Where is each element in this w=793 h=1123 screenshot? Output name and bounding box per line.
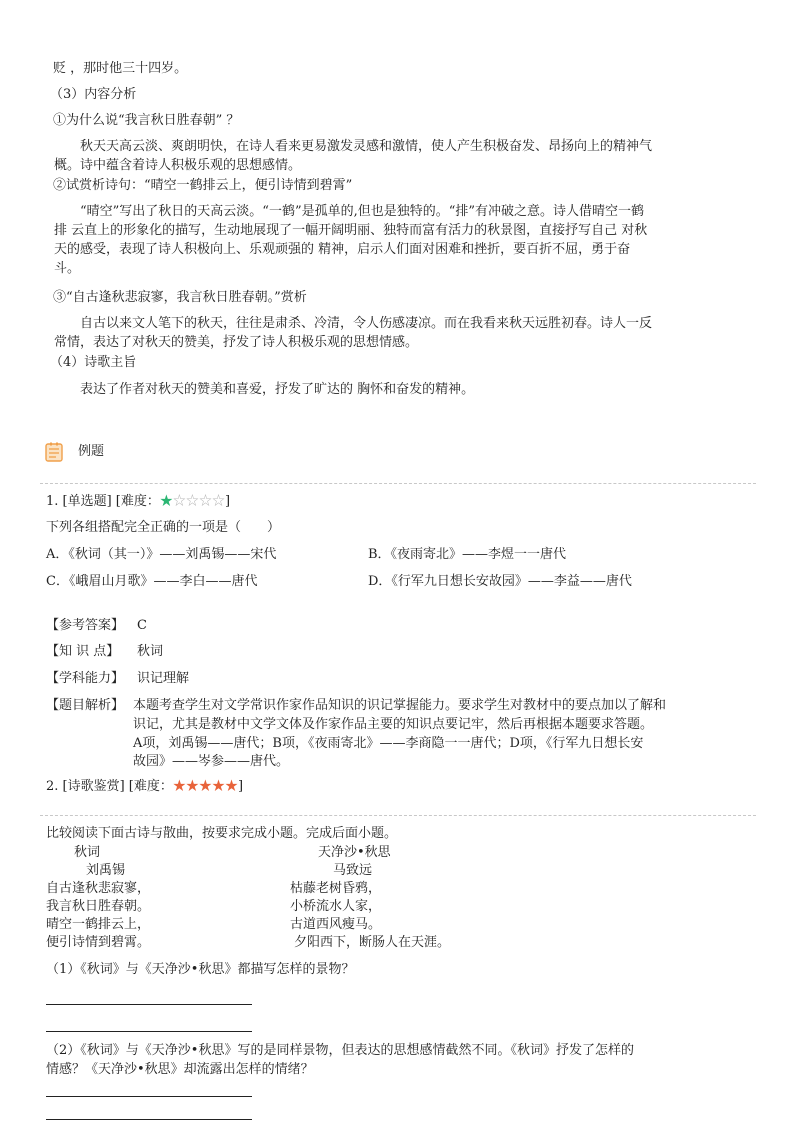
poem1-line: 便引诗情到碧霄。 (46, 935, 151, 950)
q2-analysis-body-2: 排 云直上的形象化的描写，生动地展现了一幅开阔明丽、独特而富有活力的秋景图，直接抒写自己 对秋 (54, 223, 648, 238)
answer-blank-line[interactable] (46, 1119, 252, 1120)
q2-header-suffix: ] (237, 779, 244, 794)
poem1-line: 我言秋日胜春朝。 (46, 899, 151, 914)
q2-instruction: 比较阅读下面古诗与散曲，按要求完成小题。完成后面小题。 (46, 826, 398, 841)
q1-option-d: D．《行军九日想长安故园》——李益——唐代 (368, 574, 632, 589)
q1-option-c: C．《峨眉山月歌》——李白——唐代 (46, 574, 258, 589)
q1-analysis-body-1: 秋天天高云淡、爽朗明快，在诗人看来更易激发灵感和激情，使人产生积极奋发、昂扬向上的精神气 (80, 139, 653, 154)
analysis-line-1: 本题考查学生对文学常识作家作品知识的识记掌握能力。要求学生对教材中的要点加以了解和 (133, 698, 667, 713)
star-filled-icon: ★ (185, 779, 199, 794)
q1-header-prefix: 1. [单选题] [难度： (46, 494, 160, 509)
q3-analysis-body-1: 自古以来文人笔下的秋天，往往是肃杀、冷清，令人伤感凄凉。而在我看来秋天远胜初春。诗人一反 (80, 316, 653, 331)
q1-analysis-body-2: 概。诗中蕴含着诗人积极乐观的思想感情。 (54, 158, 302, 173)
examples-heading: 例题 (78, 444, 105, 459)
section3-title: （3）内容分析 (50, 87, 137, 102)
q2-header (46, 778, 243, 796)
difficulty-rating (173, 779, 238, 794)
answer-blank-line[interactable] (46, 1004, 252, 1005)
poem1-line: 自古逢秋悲寂寥， (46, 881, 151, 896)
intro-line-top: 贬 ，那时他三十四岁。 (53, 61, 188, 76)
analysis-label: 【题目解析】 (46, 698, 125, 713)
star-empty-icon: ☆ (172, 494, 186, 509)
analysis-line-3: A项，刘禹锡——唐代；B项，《夜雨寄北》——李商隐一一唐代；D项，《行军九日想长安 (133, 736, 644, 751)
section4-body: 表达了作者对秋天的赞美和喜爱，抒发了旷达的 胸怀和奋发的精神。 (80, 382, 475, 397)
q2-analysis-body-3: 天的感受，表现了诗人积极向上、乐观顽强的 精神，启示人们面对困难和挫折，要百折不屈，勇于奋 (54, 242, 631, 257)
answer-value: C (137, 618, 147, 633)
section4-title: （4）诗歌主旨 (50, 355, 137, 370)
q3-analysis-body-2: 常情，表达了对秋天的赞美，抒发了诗人积极乐观的思想情感。 (54, 335, 419, 350)
divider (40, 815, 756, 816)
star-empty-icon: ☆ (185, 494, 199, 509)
star-filled-icon: ★ (224, 779, 238, 794)
star-empty-icon: ☆ (198, 494, 212, 509)
knowledge-label: 【知 识 点】 (46, 644, 120, 659)
star-filled-icon: ★ (159, 494, 173, 509)
poem1-line: 晴空一鹤排云上， (46, 917, 151, 932)
analysis-line-4: 故园》——岑参——唐代。 (133, 754, 290, 769)
star-empty-icon: ☆ (211, 494, 225, 509)
poem2-line: 古道西风瘦马。 (290, 917, 382, 932)
poem2-author: 马致远 (333, 863, 373, 878)
poem2-title: 天净沙•秋思 (318, 845, 391, 860)
star-filled-icon: ★ (198, 779, 212, 794)
poem2-line: 夕阳西下，断肠人在天涯。 (294, 935, 451, 950)
q1-analysis-title: ①为什么说“我言秋日胜春朝” ？ (53, 113, 240, 128)
q2-analysis-body-1: “晴空”写出了秋日的天高云淡。“一鹤”是孤单的,但也是独特的。“排”有冲破之意。诗人借晴空一鹤 (80, 204, 645, 219)
q1-option-b: B．《夜雨寄北》——李煜一一唐代 (368, 547, 567, 562)
knowledge-value: 秋词 (137, 644, 164, 659)
q1-option-a: A．《秋词（其一）》——刘禹锡——宋代 (46, 547, 277, 562)
answer-blank-line[interactable] (46, 1096, 252, 1097)
sub-question-2-line-1: （2）《秋词》与《天净沙•秋思》写的是同样景物，但表达的思想感情截然不同。《秋词》抒发了怎样的 (46, 1043, 634, 1058)
poem1-author: 刘禹锡 (86, 863, 126, 878)
difficulty-rating (160, 494, 225, 509)
answer-label: 【参考答案】 (46, 618, 125, 633)
q1-stem: 下列各组搭配完全正确的一项是（ ） (46, 520, 281, 535)
star-filled-icon: ★ (172, 779, 186, 794)
q1-header-suffix: ] (224, 494, 231, 509)
ability-value: 识记理解 (137, 671, 190, 686)
answer-blank-line[interactable] (46, 1031, 252, 1032)
q2-analysis-body-4: 斗。 (54, 261, 81, 276)
ability-label: 【学科能力】 (46, 671, 125, 686)
analysis-line-2: 识记，尤其是教材中文学文体及作家作品主要的知识点要记牢，然后再根据本题要求答题。 (133, 717, 654, 732)
q2-analysis-title: ②试赏析诗句：“晴空一鹤排云上，便引诗情到碧霄” (53, 178, 353, 193)
sub-question-2-line-2: 情感？《天净沙•秋思》却流露出怎样的情绪？ (46, 1062, 314, 1077)
poem1-title: 秋词 (74, 845, 101, 860)
q2-header-prefix: 2. [诗歌鉴赏] [难度： (46, 779, 173, 794)
divider (40, 483, 756, 484)
sub-question-1: （1）《秋词》与《天净沙•秋思》都描写怎样的景物？ (46, 962, 355, 977)
q1-header (46, 493, 230, 511)
star-filled-icon: ★ (211, 779, 225, 794)
poem2-line: 小桥流水人家， (290, 899, 382, 914)
poem2-line: 枯藤老树昏鸦， (290, 881, 382, 896)
book-note-icon (44, 442, 64, 464)
q3-analysis-title: ③“自古逢秋悲寂寥，我言秋日胜春朝。”赏析 (53, 290, 307, 305)
